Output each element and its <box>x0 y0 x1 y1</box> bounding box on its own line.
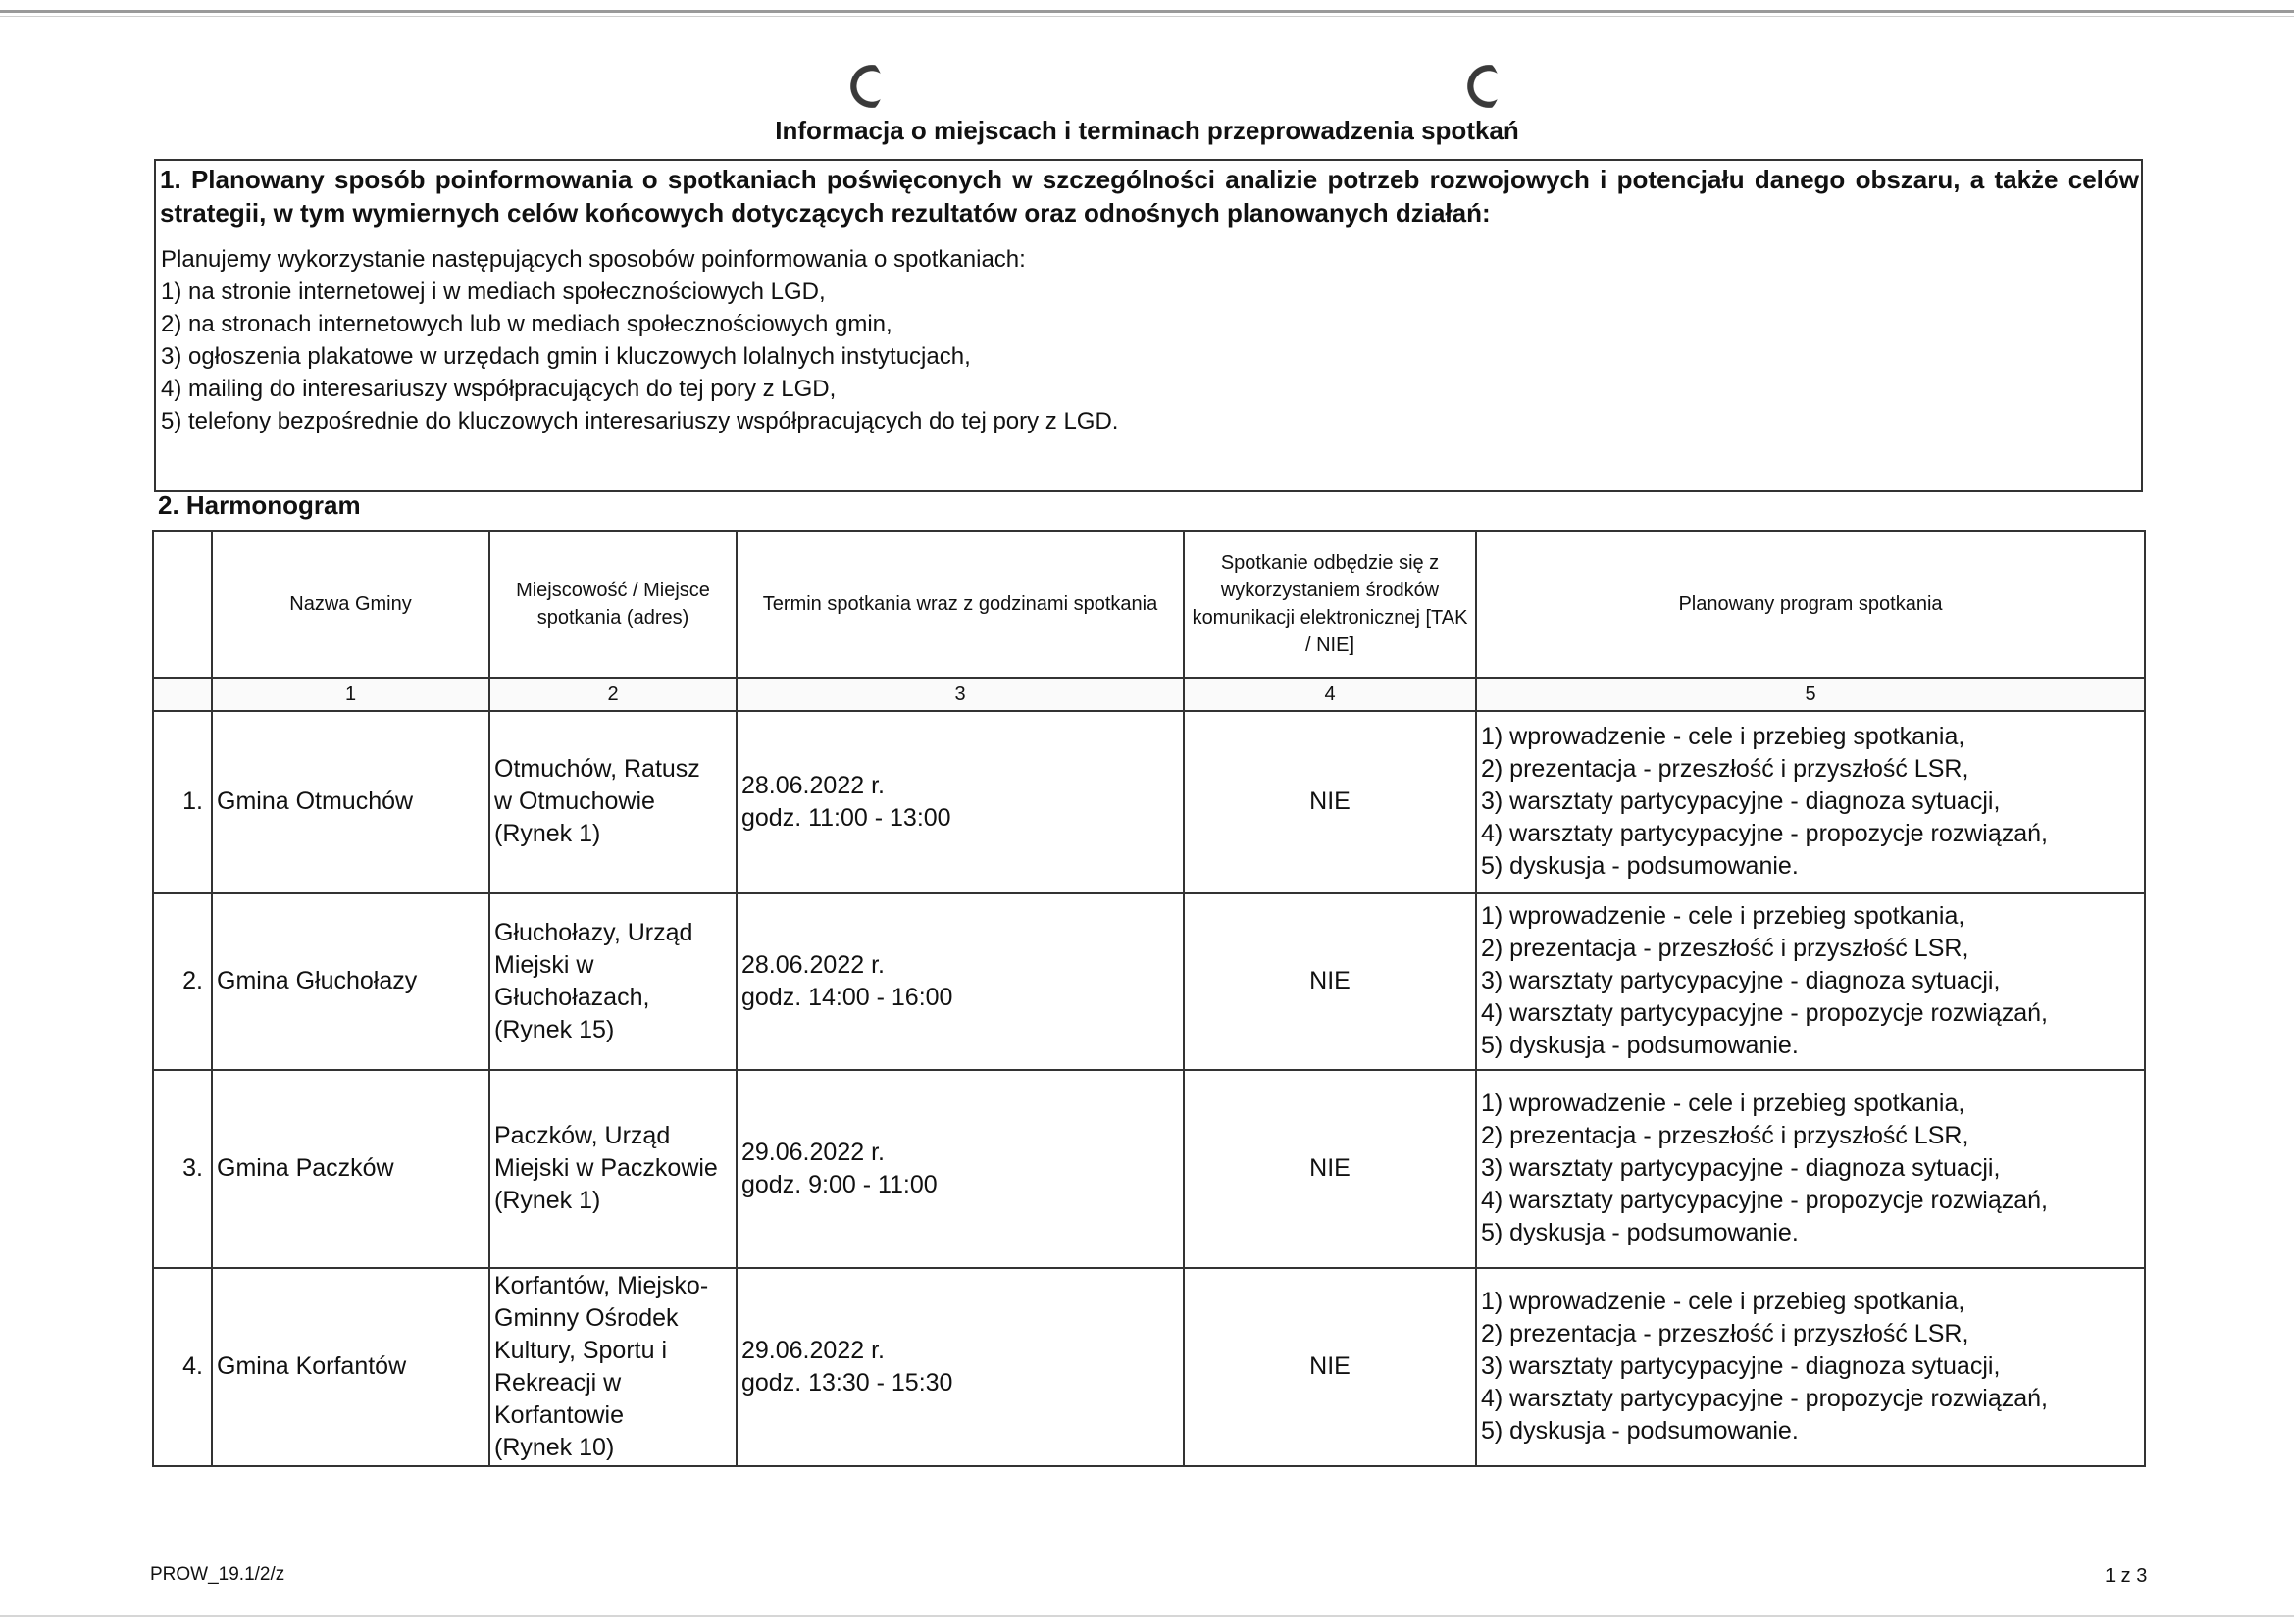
punch-hole-left <box>849 61 883 112</box>
location-line: (Rynek 10) <box>494 1433 615 1461</box>
column-header-gmina: Nazwa Gminy <box>212 531 489 678</box>
electronic-means-cell: NIE <box>1184 1070 1476 1268</box>
row-number-cell: 1. <box>153 711 212 893</box>
form-code: PROW_19.1/2/z <box>150 1564 285 1585</box>
program-line: 1) wprowadzenie - cele i przebieg spotkania, <box>1481 723 1965 751</box>
program-line: 4) warsztaty partycypacyjne - propozycje rozwiązań, <box>1481 999 2049 1028</box>
location-line: Głuchołazach, <box>494 983 650 1011</box>
location-line: Paczków, Urząd <box>494 1122 671 1150</box>
column-numbers-row <box>153 678 2145 711</box>
electronic-means-cell: NIE <box>1184 1268 1476 1466</box>
list-item: 4) mailing do interesariuszy współpracujących do tej pory z LGD, <box>161 376 837 402</box>
program-cell <box>1476 893 2145 1070</box>
date-line: 29.06.2022 r. <box>741 1138 885 1166</box>
gmina-cell: Gmina Korfantów <box>212 1268 489 1466</box>
date-cell <box>737 1268 1184 1466</box>
column-number: 5 <box>1476 678 2145 711</box>
location-line: Miejski w Paczkowie <box>494 1154 718 1183</box>
program-line: 2) prezentacja - przeszłość i przyszłość LSR, <box>1481 1122 1969 1150</box>
gmina-cell: Gmina Paczków <box>212 1070 489 1268</box>
location-line: (Rynek 1) <box>494 820 601 848</box>
row-number-cell: 4. <box>153 1268 212 1466</box>
list-item: 3) ogłoszenia plakatowe w urzędach gmin i kluczowych lolalnych instytucjach, <box>161 343 971 370</box>
row-number-cell: 2. <box>153 893 212 1070</box>
column-header-program: Planowany program spotkania <box>1476 531 2145 678</box>
column-number: 3 <box>737 678 1184 711</box>
location-line: Miejski w <box>494 950 594 979</box>
location-line: Gminny Ośrodek <box>494 1303 679 1332</box>
program-line: 5) dyskusja - podsumowanie. <box>1481 1032 1799 1060</box>
program-line: 3) warsztaty partycypacyjne - diagnoza sytuacji, <box>1481 967 2001 995</box>
program-line: 3) warsztaty partycypacyjne - diagnoza sytuacji, <box>1481 787 2001 816</box>
location-line: (Rynek 15) <box>494 1015 615 1043</box>
table-row <box>153 1070 2145 1268</box>
location-line: Korfantów, Miejsko- <box>494 1271 709 1299</box>
table-row <box>153 1268 2145 1466</box>
section2-title: 2. Harmonogram <box>158 490 361 520</box>
date-cell <box>737 711 1184 893</box>
location-line: Głuchołazy, Urząd <box>494 918 693 946</box>
location-cell <box>489 893 737 1070</box>
column-number <box>153 678 212 711</box>
program-cell <box>1476 1070 2145 1268</box>
location-line: Rekreacji w <box>494 1368 622 1396</box>
location-cell <box>489 1268 737 1466</box>
program-line: 3) warsztaty partycypacyjne - diagnoza sytuacji, <box>1481 1154 2001 1183</box>
gmina-cell: Gmina Głuchołazy <box>212 893 489 1070</box>
schedule-table <box>152 530 2146 1467</box>
date-cell <box>737 893 1184 1070</box>
program-line: 2) prezentacja - przeszłość i przyszłość LSR, <box>1481 935 1969 963</box>
location-line: w Otmuchowie <box>494 787 655 816</box>
schedule-table-body <box>153 711 2145 1466</box>
table-row <box>153 893 2145 1070</box>
column-number: 2 <box>489 678 737 711</box>
program-line: 5) dyskusja - podsumowanie. <box>1481 1417 1799 1446</box>
column-header-miejsce: Miejscowość / Miejsce spotkania (adres) <box>489 531 737 678</box>
column-header-komunikacja: Spotkanie odbędzie się z wykorzystaniem środków komunikacji elektronicznej [TAK / NIE] <box>1184 531 1476 678</box>
location-line: Korfantowie <box>494 1400 625 1429</box>
program-line: 1) wprowadzenie - cele i przebieg spotkania, <box>1481 902 1965 931</box>
information-methods-list <box>161 276 1118 437</box>
scan-bottom-edge <box>0 1615 2294 1617</box>
location-line: (Rynek 1) <box>494 1187 601 1215</box>
date-line: 28.06.2022 r. <box>741 771 885 799</box>
date-line: 29.06.2022 r. <box>741 1336 885 1364</box>
program-line: 5) dyskusja - podsumowanie. <box>1481 1219 1799 1247</box>
list-item: 2) na stronach internetowych lub w mediach społecznościowych gmin, <box>161 311 892 337</box>
table-header-row <box>153 531 2145 678</box>
date-line: godz. 13:30 - 15:30 <box>741 1368 953 1396</box>
electronic-means-cell: NIE <box>1184 711 1476 893</box>
date-cell <box>737 1070 1184 1268</box>
program-line: 4) warsztaty partycypacyjne - propozycje rozwiązań, <box>1481 1385 2049 1413</box>
date-line: godz. 11:00 - 13:00 <box>741 803 951 832</box>
column-number: 4 <box>1184 678 1476 711</box>
column-header-termin: Termin spotkania wraz z godzinami spotkania <box>737 531 1184 678</box>
program-line: 5) dyskusja - podsumowanie. <box>1481 852 1799 881</box>
date-line: godz. 14:00 - 16:00 <box>741 983 953 1011</box>
punch-hole-right <box>1466 61 1500 112</box>
section1-intro: Planujemy wykorzystanie następujących sposobów poinformowania o spotkaniach: <box>161 246 1026 273</box>
program-line: 3) warsztaty partycypacyjne - diagnoza sytuacji, <box>1481 1352 2001 1381</box>
section1-heading: 1. Planowany sposób poinformowania o spotkaniach poświęconych w szczególności analizie potrzeb rozwojowych i potencjału danego obszaru, a także celów strategii, w tym wymiernych celów końcowych dotyczących rezultatów oraz odnośnych planowanych działań: <box>160 165 2139 228</box>
page-title: Informacja o miejscach i terminach przeprowadzenia spotkań <box>775 116 1519 145</box>
location-line: Kultury, Sportu i <box>494 1336 668 1364</box>
program-line: 4) warsztaty partycypacyjne - propozycje rozwiązań, <box>1481 1187 2049 1215</box>
program-line: 1) wprowadzenie - cele i przebieg spotkania, <box>1481 1288 1965 1316</box>
program-line: 1) wprowadzenie - cele i przebieg spotkania, <box>1481 1090 1965 1118</box>
table-row <box>153 711 2145 893</box>
date-line: 28.06.2022 r. <box>741 950 885 979</box>
gmina-cell: Gmina Otmuchów <box>212 711 489 893</box>
date-line: godz. 9:00 - 11:00 <box>741 1170 938 1198</box>
location-line: Otmuchów, Ratusz <box>494 755 700 784</box>
electronic-means-cell: NIE <box>1184 893 1476 1070</box>
location-cell <box>489 1070 737 1268</box>
program-line: 2) prezentacja - przeszłość i przyszłość LSR, <box>1481 755 1969 784</box>
program-line: 2) prezentacja - przeszłość i przyszłość LSR, <box>1481 1320 1969 1348</box>
row-number-cell: 3. <box>153 1070 212 1268</box>
program-cell <box>1476 1268 2145 1466</box>
list-item: 1) na stronie internetowej i w mediach społecznościowych LGD, <box>161 279 826 305</box>
program-cell <box>1476 711 2145 893</box>
scan-top-edge <box>0 10 2294 13</box>
column-header-lp <box>153 531 212 678</box>
location-cell <box>489 711 737 893</box>
section-information-methods <box>154 159 2143 492</box>
list-item: 5) telefony bezpośrednie do kluczowych interesariuszy współpracujących do tej pory z LGD. <box>161 408 1119 434</box>
program-line: 4) warsztaty partycypacyjne - propozycje rozwiązań, <box>1481 820 2049 848</box>
page-number: 1 z 3 <box>2105 1565 2148 1587</box>
scan-top-edge-shadow <box>0 16 2294 17</box>
column-number: 1 <box>212 678 489 711</box>
